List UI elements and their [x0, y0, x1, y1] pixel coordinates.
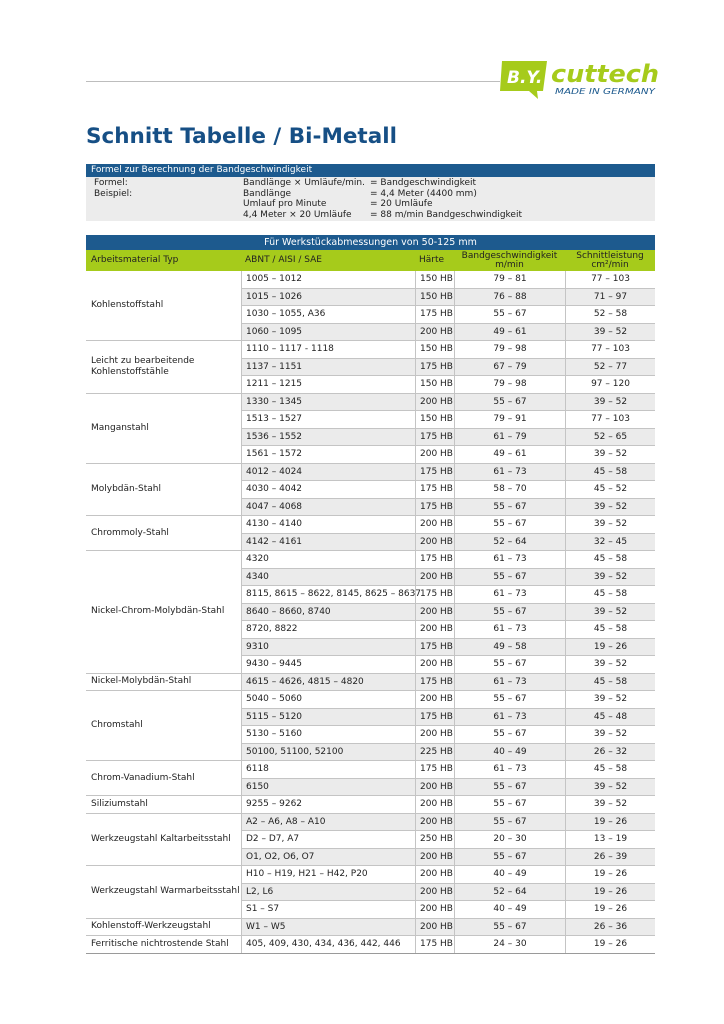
table-row: [241, 936, 655, 954]
cell-haerte: 200 HB: [415, 656, 454, 673]
cell-speed: 79 – 98: [454, 341, 565, 358]
cell-cut: 19 – 26: [565, 936, 655, 953]
material-group-label: Ferritische nichtrostende Stahl: [86, 936, 241, 954]
table-row: [241, 359, 655, 377]
cell-speed: 55 – 67: [454, 691, 565, 708]
cell-cut: 39 – 52: [565, 499, 655, 516]
formula-col-terms: [243, 178, 365, 220]
cell-speed: 55 – 67: [454, 516, 565, 533]
table-row: [241, 586, 655, 604]
header-cut: [565, 250, 655, 271]
cell-cut: 77 – 103: [565, 271, 655, 288]
table-row: [241, 849, 655, 867]
cell-haerte: 200 HB: [415, 604, 454, 621]
cell-cut: 45 – 58: [565, 551, 655, 568]
cell-haerte: 150 HB: [415, 289, 454, 306]
cell-abnt: O1, O2, O6, O7: [241, 849, 415, 866]
table-row: [241, 831, 655, 849]
cell-speed: 55 – 67: [454, 604, 565, 621]
material-group-label: Chrom-Vanadium-Stahl: [86, 761, 241, 796]
cell-cut: 32 – 45: [565, 534, 655, 551]
cell-cut: 45 – 48: [565, 709, 655, 726]
header-rule: [86, 81, 500, 82]
table-row: [241, 709, 655, 727]
cell-abnt: L2, L6: [241, 884, 415, 901]
cell-haerte: 175 HB: [415, 481, 454, 498]
table-row: [241, 569, 655, 587]
table-row: [241, 516, 655, 534]
formula-result: = 20 Umläufe: [370, 199, 433, 209]
cell-abnt: 4012 – 4024: [241, 464, 415, 481]
cell-abnt: 1015 – 1026: [241, 289, 415, 306]
cell-speed: 79 – 91: [454, 411, 565, 428]
material-group-label: Molybdän-Stahl: [86, 464, 241, 517]
cell-cut: 45 – 58: [565, 464, 655, 481]
cell-cut: 39 – 52: [565, 779, 655, 796]
material-group-label: Manganstahl: [86, 394, 241, 464]
table-row: [241, 814, 655, 832]
cell-cut: 19 – 26: [565, 884, 655, 901]
bycuttech-logo: [499, 57, 664, 107]
cell-cut: 39 – 52: [565, 604, 655, 621]
material-group-label: Kohlenstoff-Werkzeugstahl: [86, 919, 241, 937]
cell-cut: 45 – 52: [565, 481, 655, 498]
cell-abnt: 9255 – 9262: [241, 796, 415, 813]
cell-speed: 61 – 73: [454, 709, 565, 726]
table-header-row: [86, 250, 655, 271]
cell-abnt: 4142 – 4161: [241, 534, 415, 551]
header-haerte: Härte: [419, 255, 445, 265]
cell-abnt: 6118: [241, 761, 415, 778]
cell-abnt: D2 – D7, A7: [241, 831, 415, 848]
cell-abnt: 5115 – 5120: [241, 709, 415, 726]
table-row: [241, 656, 655, 674]
table-row: [241, 481, 655, 499]
cell-abnt: S1 – S7: [241, 901, 415, 918]
cell-speed: 61 – 79: [454, 429, 565, 446]
cell-haerte: 200 HB: [415, 394, 454, 411]
cell-abnt: 50100, 51100, 52100: [241, 744, 415, 761]
logo-brand-text: cuttech: [551, 60, 659, 88]
cell-abnt: 1536 – 1552: [241, 429, 415, 446]
cell-haerte: 200 HB: [415, 779, 454, 796]
cell-speed: 49 – 58: [454, 639, 565, 656]
cell-speed: 67 – 79: [454, 359, 565, 376]
cell-abnt: 8720, 8822: [241, 621, 415, 638]
formula-result: = 88 m/min Bandgeschwindigkeit: [370, 209, 522, 220]
cell-haerte: 175 HB: [415, 359, 454, 376]
cell-speed: 55 – 67: [454, 726, 565, 743]
formula-term: Bandlänge × Umläufe/min.: [243, 178, 365, 188]
cell-abnt: 4130 – 4140: [241, 516, 415, 533]
cell-abnt: 1005 – 1012: [241, 271, 415, 288]
cell-haerte: 175 HB: [415, 429, 454, 446]
cell-speed: 55 – 67: [454, 779, 565, 796]
cell-cut: 39 – 52: [565, 656, 655, 673]
cell-abnt: W1 – W5: [241, 919, 415, 936]
header-abnt: ABNT / AISI / SAE: [245, 255, 322, 265]
table-row: [241, 394, 655, 412]
cell-haerte: 225 HB: [415, 744, 454, 761]
material-group-label: Siliziumstahl: [86, 796, 241, 814]
cell-cut: 19 – 26: [565, 866, 655, 883]
cell-speed: 55 – 67: [454, 814, 565, 831]
cell-cut: 52 – 77: [565, 359, 655, 376]
material-group-label: Chrommoly-Stahl: [86, 516, 241, 551]
cell-cut: 39 – 52: [565, 691, 655, 708]
cell-speed: 40 – 49: [454, 744, 565, 761]
cell-abnt: 8115, 8615 – 8622, 8145, 8625 – 8637: [241, 586, 415, 603]
cell-speed: 55 – 67: [454, 849, 565, 866]
table-row: [241, 901, 655, 919]
material-group-label: Kohlenstoffstahl: [86, 271, 241, 341]
formula-label-beispiel: Beispiel:: [94, 188, 133, 199]
cell-abnt: 4340: [241, 569, 415, 586]
cell-cut: 19 – 26: [565, 639, 655, 656]
cell-abnt: 5130 – 5160: [241, 726, 415, 743]
material-group-label: Werkzeugstahl Kaltarbeitsstahl: [86, 814, 241, 867]
table-row: [241, 306, 655, 324]
cell-cut: 52 – 58: [565, 306, 655, 323]
formula-result: = 4,4 Meter (4400 mm): [370, 188, 477, 199]
logo-tagline: MADE IN GERMANY: [555, 87, 657, 96]
material-group-label: Leicht zu bearbeitende Kohlenstoffstähle: [86, 341, 241, 394]
cell-cut: 71 – 97: [565, 289, 655, 306]
cell-speed: 49 – 61: [454, 446, 565, 463]
cell-abnt: 9430 – 9445: [241, 656, 415, 673]
cell-speed: 79 – 81: [454, 271, 565, 288]
cell-cut: 39 – 52: [565, 394, 655, 411]
cell-haerte: 200 HB: [415, 884, 454, 901]
cell-cut: 39 – 52: [565, 324, 655, 341]
cell-speed: 79 – 98: [454, 376, 565, 393]
table-body: [86, 271, 655, 954]
cell-speed: 24 – 30: [454, 936, 565, 953]
formula-box: [86, 164, 655, 221]
table-row: [241, 621, 655, 639]
material-group-label: Nickel-Molybdän-Stahl: [86, 674, 241, 692]
formula-body: [86, 177, 655, 221]
cell-haerte: 175 HB: [415, 499, 454, 516]
cell-cut: 77 – 103: [565, 411, 655, 428]
cell-haerte: 200 HB: [415, 901, 454, 918]
table-row: [241, 289, 655, 307]
cell-cut: 97 – 120: [565, 376, 655, 393]
header-cut-unit: cm²/min: [591, 259, 629, 270]
cell-cut: 45 – 58: [565, 674, 655, 691]
cell-abnt: 1030 – 1055, A36: [241, 306, 415, 323]
cell-cut: 13 – 19: [565, 831, 655, 848]
cell-haerte: 200 HB: [415, 796, 454, 813]
cell-speed: 61 – 73: [454, 551, 565, 568]
table-row: [241, 674, 655, 692]
cell-abnt: 6150: [241, 779, 415, 796]
formula-term: 4,4 Meter × 20 Umläufe: [243, 209, 352, 220]
header-material: Arbeitsmaterial Typ: [91, 255, 179, 265]
cell-haerte: 175 HB: [415, 586, 454, 603]
cell-haerte: 150 HB: [415, 376, 454, 393]
formula-label-formel: Formel:: [94, 178, 128, 188]
cell-haerte: 200 HB: [415, 534, 454, 551]
cell-speed: 55 – 67: [454, 306, 565, 323]
cell-speed: 61 – 73: [454, 621, 565, 638]
cell-haerte: 200 HB: [415, 621, 454, 638]
cell-abnt: 1110 – 1117 - 1118: [241, 341, 415, 358]
table-row: [241, 324, 655, 342]
material-group-label: Chromstahl: [86, 691, 241, 761]
cell-cut: 39 – 52: [565, 446, 655, 463]
cell-cut: 39 – 52: [565, 516, 655, 533]
cell-cut: 39 – 52: [565, 726, 655, 743]
header-speed-label: Bandgeschwindigkeit: [461, 250, 558, 261]
cell-abnt: 1060 – 1095: [241, 324, 415, 341]
cell-speed: 40 – 49: [454, 901, 565, 918]
cell-abnt: 4320: [241, 551, 415, 568]
cell-abnt: 1513 – 1527: [241, 411, 415, 428]
cell-haerte: 175 HB: [415, 464, 454, 481]
cell-speed: 20 – 30: [454, 831, 565, 848]
cell-haerte: 200 HB: [415, 324, 454, 341]
cell-speed: 61 – 73: [454, 586, 565, 603]
cell-speed: 76 – 88: [454, 289, 565, 306]
table-row: [241, 744, 655, 762]
cell-haerte: 250 HB: [415, 831, 454, 848]
header-speed: [454, 250, 565, 271]
formula-col-results: [370, 178, 522, 220]
cell-abnt: 4615 – 4626, 4815 – 4820: [241, 674, 415, 691]
material-group-label: Nickel-Chrom-Molybdän-Stahl: [86, 551, 241, 674]
cell-cut: 45 – 58: [565, 586, 655, 603]
cell-haerte: 200 HB: [415, 691, 454, 708]
table-row: [241, 604, 655, 622]
cell-cut: 26 – 32: [565, 744, 655, 761]
cell-speed: 61 – 73: [454, 761, 565, 778]
cell-speed: 55 – 67: [454, 919, 565, 936]
material-group-label: Werkzeugstahl Warmarbeitsstahl: [86, 866, 241, 919]
cell-haerte: 175 HB: [415, 306, 454, 323]
table-row: [241, 919, 655, 937]
cell-haerte: 200 HB: [415, 866, 454, 883]
cell-haerte: 200 HB: [415, 516, 454, 533]
cutting-table: [86, 235, 655, 954]
cell-abnt: 9310: [241, 639, 415, 656]
cell-abnt: 1211 – 1215: [241, 376, 415, 393]
cell-haerte: 175 HB: [415, 761, 454, 778]
cell-abnt: 8640 – 8660, 8740: [241, 604, 415, 621]
table-row: [241, 429, 655, 447]
page-title: Schnitt Tabelle / Bi-Metall: [86, 124, 397, 149]
cell-abnt: A2 – A6, A8 – A10: [241, 814, 415, 831]
cell-haerte: 200 HB: [415, 919, 454, 936]
cell-haerte: 200 HB: [415, 726, 454, 743]
cell-speed: 55 – 67: [454, 394, 565, 411]
cell-cut: 26 – 36: [565, 919, 655, 936]
table-row: [241, 726, 655, 744]
cell-haerte: 175 HB: [415, 674, 454, 691]
table-row: [241, 464, 655, 482]
cell-haerte: 150 HB: [415, 271, 454, 288]
cell-speed: 49 – 61: [454, 324, 565, 341]
cell-abnt: 5040 – 5060: [241, 691, 415, 708]
table-row: [241, 499, 655, 517]
cell-cut: 77 – 103: [565, 341, 655, 358]
cell-speed: 55 – 67: [454, 569, 565, 586]
cell-abnt: 4030 – 4042: [241, 481, 415, 498]
cell-cut: 39 – 52: [565, 796, 655, 813]
table-row: [241, 446, 655, 464]
cell-abnt: 1330 – 1345: [241, 394, 415, 411]
cell-haerte: 150 HB: [415, 341, 454, 358]
cell-abnt: 1561 – 1572: [241, 446, 415, 463]
table-row: [241, 551, 655, 569]
cell-speed: 58 – 70: [454, 481, 565, 498]
table-row: [241, 534, 655, 552]
material-group-column: [86, 271, 241, 954]
cell-cut: 45 – 58: [565, 761, 655, 778]
cell-cut: 26 – 39: [565, 849, 655, 866]
table-row: [241, 691, 655, 709]
table-row: [241, 761, 655, 779]
table-rows: [241, 271, 655, 954]
cell-abnt: H10 – H19, H21 – H42, P20: [241, 866, 415, 883]
table-row: [241, 639, 655, 657]
formula-header: Formel zur Berechnung der Bandgeschwindigkeit: [86, 164, 655, 177]
formula-term: Umlauf pro Minute: [243, 199, 327, 209]
cell-haerte: 175 HB: [415, 639, 454, 656]
table-row: [241, 376, 655, 394]
cell-cut: 52 – 65: [565, 429, 655, 446]
cell-haerte: 175 HB: [415, 936, 454, 953]
cell-haerte: 175 HB: [415, 709, 454, 726]
formula-result: = Bandgeschwindigkeit: [370, 178, 477, 188]
cell-cut: 19 – 26: [565, 814, 655, 831]
table-row: [241, 796, 655, 814]
cell-cut: 39 – 52: [565, 569, 655, 586]
cell-speed: 61 – 73: [454, 674, 565, 691]
header-cut-label: Schnittleistung: [576, 250, 644, 261]
table-row: [241, 866, 655, 884]
formula-term: Bandlänge: [243, 188, 292, 199]
cell-haerte: 200 HB: [415, 569, 454, 586]
table-row: [241, 341, 655, 359]
cell-speed: 55 – 67: [454, 796, 565, 813]
table-title: Für Werkstückabmessungen von 50-125 mm: [86, 235, 655, 250]
cell-cut: 45 – 58: [565, 621, 655, 638]
table-row: [241, 884, 655, 902]
cell-abnt: 4047 – 4068: [241, 499, 415, 516]
cell-speed: 52 – 64: [454, 534, 565, 551]
cell-haerte: 175 HB: [415, 551, 454, 568]
table-row: [241, 779, 655, 797]
cell-abnt: 1137 – 1151: [241, 359, 415, 376]
cell-haerte: 200 HB: [415, 446, 454, 463]
header-speed-unit: m/min: [495, 259, 524, 270]
logo-by-text: B.Y.: [507, 68, 543, 88]
cell-speed: 55 – 67: [454, 499, 565, 516]
table-row: [241, 411, 655, 429]
cell-speed: 40 – 49: [454, 866, 565, 883]
cell-abnt: 405, 409, 430, 434, 436, 442, 446: [241, 936, 415, 953]
cell-haerte: 200 HB: [415, 814, 454, 831]
cell-speed: 55 – 67: [454, 656, 565, 673]
cell-haerte: 150 HB: [415, 411, 454, 428]
formula-col-labels: [94, 178, 132, 199]
cell-speed: 61 – 73: [454, 464, 565, 481]
cell-speed: 52 – 64: [454, 884, 565, 901]
cell-haerte: 200 HB: [415, 849, 454, 866]
table-row: [241, 271, 655, 289]
cell-cut: 19 – 26: [565, 901, 655, 918]
